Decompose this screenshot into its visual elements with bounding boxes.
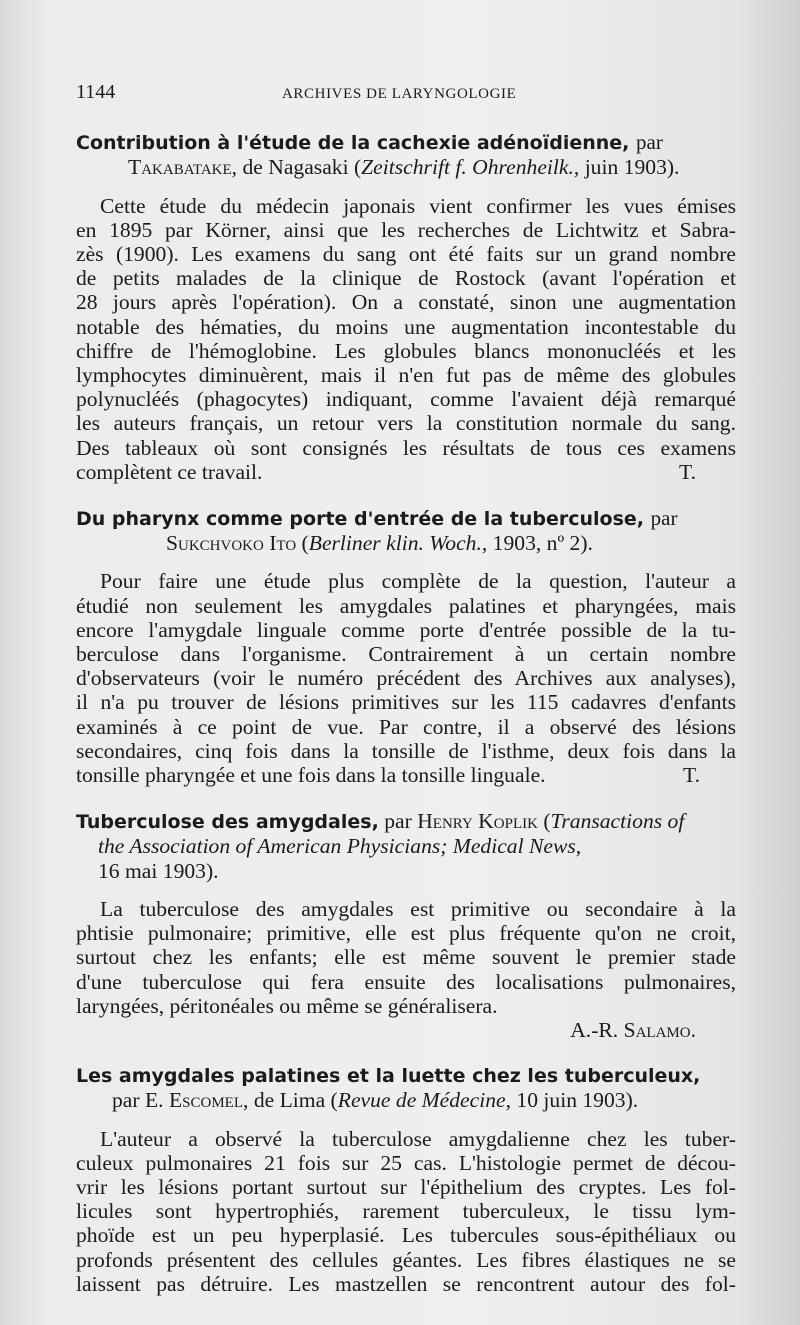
- page-text: [76, 80, 736, 1296]
- article-body: Cette étude du médecin japonais vient confirmer les vues émises en 1895 par Körner, ainsi que les recherches de Lichtwitz et Sabra- zès (1900). Les examens du sang ont été faits sur un grand nombre de petits malades de la clinique de Rostock (avant l'opération et 28 jours après l'opération). On a constaté, sinon une augmentation notable des hématies, du moins une augmentation incontestable du chiffre de l'hémoglobine. Les globules blancs mononucléés et les lymphocytes diminuèrent, mais il n'en fut pas de même des globules polynucléés (phagocytes) indiquant, comme l'avaient déjà remarqué les auteurs français, un retour vers la constitution normale du sang. Des tableaux où sont consignés les résultats de tous ces examens complètent ce travail. T.: [76, 193, 736, 484]
- article-tuberculose-amygdales: [76, 809, 736, 1042]
- signature: T.: [679, 459, 696, 484]
- author-name: Henry Koplik: [417, 809, 538, 834]
- author-name: E. Escomel: [144, 1088, 244, 1113]
- article-byline: Takabatake, de Nagasaki (Zeitschrift f. Ohrenheilk., juin 1903).: [128, 155, 680, 180]
- source-date: 16 mai 1903).: [98, 858, 219, 883]
- article-byline: par E. Escomel, de Lima (Revue de Médecine, 10 juin 1903).: [112, 1088, 639, 1113]
- author-name: Sukchvoko Ito: [166, 531, 297, 556]
- article-body: Pour faire une étude plus complète de la question, l'auteur a étudié non seulement les amygdales palatines et pharyngées, mais encore l'amygdale linguale comme porte d'entrée possible de la tu- berculose dans l'organisme. Contrairement à un certain nombre d'observateurs (voir le numéro précédent des Archives aux analyses), il n'a pu trouver de lésions primitives sur les 115 cadavres d'enfants examinés à ce point de vue. Par contre, il a observé des lésions secondaires, cinq fois dans la tonsille de l'isthme, deux fois dans la tonsille pharyngée et une fois dans la tonsille linguale. T.: [76, 569, 736, 788]
- article-title: Contribution à l'étude de la cachexie adénoïdienne, par: [76, 130, 663, 155]
- page-number: 1144: [76, 81, 116, 103]
- running-head: ARCHIVES DE LARYNGOLOGIE: [282, 86, 517, 102]
- article-title: Tuberculose des amygdales, par Henry Koplik (Transactions of: [76, 809, 685, 834]
- article-byline: Sukchvoko Ito (Berliner klin. Woch., 1903, nº 2).: [166, 531, 593, 556]
- page-header: [76, 80, 736, 106]
- author-name: Takabatake: [128, 155, 232, 180]
- source-journal: Berliner klin. Woch.: [308, 531, 482, 556]
- source-journal: Transactions of: [550, 809, 685, 834]
- signature: A.-R. Salamo.: [570, 1017, 696, 1042]
- signature: T.: [683, 763, 700, 788]
- article-body: La tuberculose des amygdales est primitive ou secondaire à la phtisie pulmonaire; primitive, elle est plus fréquente qu'on ne croit, surtout chez les enfants; elle est même souvent le premier stade d'une tuberculose qui fera ensuite des localisations pulmonaires, laryngées, péritonéales ou même se généralisera. A.-R. Salamo.: [76, 896, 736, 1042]
- source-journal: Revue de Médecine: [337, 1088, 506, 1113]
- article-body: L'auteur a observé la tuberculose amygdalienne chez les tuber- culeux pulmonaires 21 fois sur 25 cas. L'histologie permet de décou- vrir les lésions portant surtout sur l'épithelium des cryptes. Les fol- licules sont hypertrophiés, rarement tuberculeux, le tissu lym- phoïde est un peu hyperplasié. Les tubercules sous-épithéliaux ou profonds présentent des cellules géantes. Les fibres élastiques ne se laissent pas détruire. Les mastzellen se rencontrent autour des fol-: [76, 1126, 736, 1296]
- source-journal: Zeitschrift f. Ohrenheilk.: [361, 155, 574, 180]
- source-journal-cont: the Association of American Physicians; Medical News,: [98, 834, 582, 859]
- article-cachexie: [76, 130, 736, 484]
- article-title: Du pharynx comme porte d'entrée de la tuberculose, par: [76, 506, 678, 531]
- article-title: Les amygdales palatines et la luette chez les tuberculeux,: [76, 1065, 701, 1088]
- article-amygdales-palatines: [76, 1064, 736, 1296]
- article-pharynx: [76, 506, 736, 787]
